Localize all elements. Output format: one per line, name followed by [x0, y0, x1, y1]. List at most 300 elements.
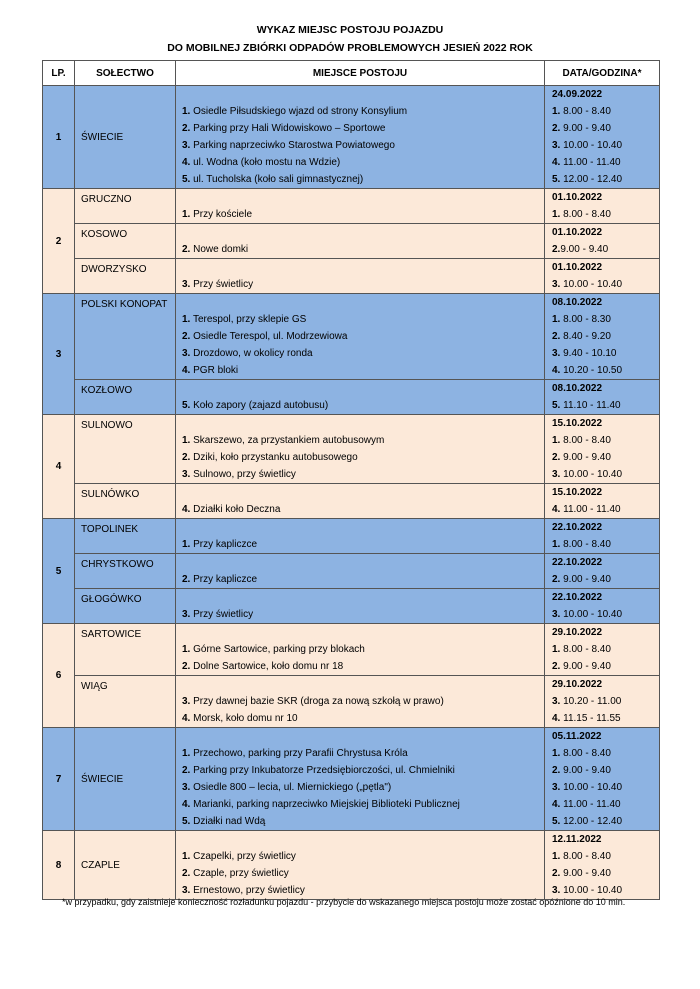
- time-text: 12.00 - 12.40: [560, 816, 623, 827]
- location-text: Dziki, koło przystanku autobusowego: [190, 452, 358, 463]
- location-item: [182, 536, 538, 553]
- location-number: 3.: [182, 140, 191, 151]
- location-number: 2.: [182, 765, 191, 776]
- time-item: [552, 120, 652, 137]
- date-text: 08.10.2022: [552, 297, 603, 308]
- header-data: DATA/GODZINA*: [545, 61, 660, 86]
- time-number: 2.: [552, 331, 561, 342]
- location-number: 3.: [182, 782, 191, 793]
- location-text: Parking przy Inkubatorze Przedsiębiorczości, ul. Chmielniki: [190, 765, 455, 776]
- schedule-table: [42, 60, 660, 900]
- location-number: 1.: [182, 314, 191, 325]
- time-item: [552, 328, 652, 345]
- date-text: 01.10.2022: [552, 262, 603, 273]
- location-number: 1.: [182, 539, 191, 550]
- time-text: 11.00 - 11.40: [560, 799, 621, 810]
- date-text: 05.11.2022: [552, 731, 602, 742]
- time-number: 3.: [552, 609, 561, 620]
- solectwo-name: ŚWIECIE: [81, 131, 124, 143]
- row-number: 5: [43, 519, 75, 624]
- time-text: 9.00 - 9.40: [560, 868, 611, 879]
- spacer-line: [182, 484, 538, 501]
- time-item: [552, 813, 652, 830]
- time-number: 1.: [552, 851, 561, 862]
- location-text: Sulnowo, przy świetlicy: [190, 469, 296, 480]
- locations-cell: [176, 554, 545, 589]
- location-text: Osiedle Piłsudskiego wjazd od strony Konsylium: [190, 106, 408, 117]
- location-text: Działki nad Wdą: [190, 816, 266, 827]
- location-item: [182, 865, 538, 882]
- solectwo-cell: [75, 294, 176, 380]
- location-number: 4.: [182, 799, 191, 810]
- table-row: [43, 728, 660, 831]
- time-text: 9.00 - 9.40: [560, 574, 611, 585]
- location-text: Działki koło Deczna: [190, 504, 281, 515]
- time-text: 9.40 - 10.10: [560, 348, 617, 359]
- date-text: 08.10.2022: [552, 383, 603, 394]
- time-text: 10.20 - 10.50: [560, 365, 623, 376]
- time-item: [552, 137, 652, 154]
- location-item: [182, 362, 538, 379]
- datetime-cell: [545, 415, 660, 484]
- time-text: 12.00 - 12.40: [560, 174, 623, 185]
- solectwo-cell: [75, 380, 176, 415]
- time-item: [552, 501, 652, 518]
- location-item: [182, 641, 538, 658]
- table-row: [43, 676, 660, 728]
- spacer-line: [182, 189, 538, 206]
- table-header-row: [43, 61, 660, 86]
- location-number: 1.: [182, 644, 191, 655]
- datetime-cell: [545, 224, 660, 259]
- location-number: 2.: [182, 574, 191, 585]
- time-item: [552, 241, 652, 258]
- location-text: Parking naprzeciwko Starostwa Powiatowego: [190, 140, 395, 151]
- time-item: [552, 171, 652, 188]
- table-row: [43, 589, 660, 624]
- solectwo-name: CHRYSTKOWO: [81, 559, 154, 570]
- footnote: *w przypadku, gdy zaistnieje konieczność rozładunku pojazdu - przybycie do wskazanego miejsca postoju może zostać opóźnione do 10 min.: [62, 897, 626, 907]
- solectwo-name: CZAPLE: [81, 859, 120, 871]
- time-text: 10.00 - 10.40: [560, 609, 623, 620]
- time-number: 1.: [552, 435, 561, 446]
- time-number: 5.: [552, 174, 561, 185]
- solectwo-cell: [75, 484, 176, 519]
- row-number: 3: [43, 294, 75, 415]
- solectwo-name: KOZŁOWO: [81, 385, 133, 396]
- location-number: 4.: [182, 504, 191, 515]
- location-item: [182, 779, 538, 796]
- location-number: 3.: [182, 279, 191, 290]
- time-number: 2.: [552, 661, 561, 672]
- locations-cell: [176, 259, 545, 294]
- location-item: [182, 328, 538, 345]
- location-number: 1.: [182, 106, 191, 117]
- location-item: [182, 466, 538, 483]
- spacer-line: [182, 380, 538, 397]
- solectwo-cell: [75, 259, 176, 294]
- location-number: 3.: [182, 609, 191, 620]
- time-number: 2.: [552, 868, 561, 879]
- solectwo-cell: [75, 728, 176, 831]
- time-number: 5.: [552, 400, 561, 411]
- location-text: Skarszewo, za przystankiem autobusowym: [190, 435, 385, 446]
- table-row: [43, 519, 660, 554]
- time-item: [552, 710, 652, 727]
- table-body: [43, 86, 660, 900]
- location-item: [182, 745, 538, 762]
- time-text: 8.00 - 8.40: [560, 106, 611, 117]
- location-text: Morsk, koło domu nr 10: [190, 713, 298, 724]
- date-text: 01.10.2022: [552, 227, 603, 238]
- locations-cell: [176, 589, 545, 624]
- location-number: 1.: [182, 851, 191, 862]
- solectwo-name: TOPOLINEK: [81, 524, 139, 535]
- time-number: 3.: [552, 469, 561, 480]
- solectwo-cell: [75, 189, 176, 224]
- location-item: [182, 241, 538, 258]
- location-number: 2.: [182, 123, 191, 134]
- time-number: 1.: [552, 644, 561, 655]
- date-text: 01.10.2022: [552, 192, 603, 203]
- location-text: Dolne Sartowice, koło domu nr 18: [190, 661, 344, 672]
- location-item: [182, 606, 538, 623]
- date-text: 15.10.2022: [552, 487, 603, 498]
- datetime-cell: [545, 831, 660, 900]
- date-text: 24.09.2022: [552, 89, 603, 100]
- time-item: [552, 693, 652, 710]
- spacer-line: [182, 415, 538, 432]
- time-item: [552, 345, 652, 362]
- solectwo-name: WIĄG: [81, 681, 108, 692]
- location-number: 3.: [182, 696, 191, 707]
- time-number: 1.: [552, 209, 561, 220]
- time-number: 2.: [552, 452, 561, 463]
- location-text: Górne Sartowice, parking przy blokach: [190, 644, 365, 655]
- time-number: 4.: [552, 799, 561, 810]
- locations-cell: [176, 519, 545, 554]
- time-number: 1.: [552, 748, 561, 759]
- table-row: [43, 294, 660, 380]
- location-item: [182, 449, 538, 466]
- solectwo-cell: [75, 519, 176, 554]
- table-row: [43, 415, 660, 484]
- document-title: WYKAZ MIEJSC POSTOJU POJAZDU: [256, 24, 444, 36]
- location-number: 1.: [182, 435, 191, 446]
- location-number: 2.: [182, 244, 191, 255]
- locations-cell: [176, 676, 545, 728]
- table-row: [43, 831, 660, 900]
- location-item: [182, 813, 538, 830]
- location-number: 5.: [182, 174, 191, 185]
- location-item: [182, 501, 538, 518]
- locations-cell: [176, 224, 545, 259]
- time-text: 9.00 - 9.40: [560, 123, 611, 134]
- time-text: 8.00 - 8.40: [560, 209, 611, 220]
- location-text: Przechowo, parking przy Parafii Chrystusa Króla: [190, 748, 408, 759]
- datetime-cell: [545, 189, 660, 224]
- time-item: [552, 606, 652, 623]
- row-number: 7: [43, 728, 75, 831]
- date-text: 12.11.2022: [552, 834, 602, 845]
- time-number: 1.: [552, 314, 561, 325]
- locations-cell: [176, 484, 545, 519]
- location-item: [182, 311, 538, 328]
- solectwo-cell: [75, 415, 176, 484]
- locations-cell: [176, 831, 545, 900]
- location-number: 3.: [182, 469, 191, 480]
- date-text: 29.10.2022: [552, 679, 603, 690]
- table-row: [43, 624, 660, 676]
- location-number: 4.: [182, 713, 191, 724]
- solectwo-cell: [75, 554, 176, 589]
- row-number: 4: [43, 415, 75, 519]
- location-number: 1.: [182, 748, 191, 759]
- location-number: 5.: [182, 400, 191, 411]
- time-text: 8.00 - 8.40: [560, 435, 611, 446]
- location-number: 4.: [182, 157, 191, 168]
- datetime-cell: [545, 624, 660, 676]
- time-number: 3.: [552, 696, 561, 707]
- location-text: ul. Wodna (koło mostu na Wdzie): [190, 157, 341, 168]
- location-text: Parking przy Hali Widowiskowo – Sportowe: [190, 123, 386, 134]
- time-text: 10.00 - 10.40: [560, 885, 623, 896]
- time-text: 9.00 - 9.40: [560, 452, 611, 463]
- time-text: 8.00 - 8.30: [560, 314, 611, 325]
- time-item: [552, 571, 652, 588]
- location-item: [182, 693, 538, 710]
- datetime-cell: [545, 728, 660, 831]
- spacer-line: [182, 624, 538, 641]
- solectwo-cell: [75, 589, 176, 624]
- location-text: Koło zapory (zajazd autobusu): [190, 400, 329, 411]
- time-number: 2.: [552, 574, 561, 585]
- location-number: 2.: [182, 331, 191, 342]
- location-number: 2.: [182, 452, 191, 463]
- time-item: [552, 466, 652, 483]
- time-item: [552, 449, 652, 466]
- solectwo-cell: [75, 624, 176, 676]
- document-subtitle: DO MOBILNEJ ZBIÓRKI ODPADÓW PROBLEMOWYCH JESIEŃ 2022 ROK: [167, 42, 533, 54]
- spacer-line: [182, 728, 538, 745]
- header-lp: LP.: [43, 61, 75, 86]
- location-text: Osiedle 800 – lecia, ul. Miernickiego („pętla"): [190, 782, 392, 793]
- location-item: [182, 171, 538, 188]
- location-text: Przy świetlicy: [190, 609, 254, 620]
- time-item: [552, 397, 652, 414]
- table-row: [43, 484, 660, 519]
- time-item: [552, 103, 652, 120]
- datetime-cell: [545, 259, 660, 294]
- time-item: [552, 745, 652, 762]
- date-text: 15.10.2022: [552, 418, 603, 429]
- location-item: [182, 103, 538, 120]
- location-text: Przy kapliczce: [190, 574, 258, 585]
- date-text: 22.10.2022: [552, 522, 603, 533]
- time-number: 5.: [552, 816, 561, 827]
- time-number: 4.: [552, 365, 561, 376]
- header-miejsce: MIEJSCE POSTOJU: [176, 61, 545, 86]
- solectwo-cell: [75, 831, 176, 900]
- time-item: [552, 362, 652, 379]
- location-item: [182, 571, 538, 588]
- location-text: Przy kapliczce: [190, 539, 258, 550]
- time-item: [552, 206, 652, 223]
- location-text: Osiedle Terespol, ul. Modrzewiowa: [190, 331, 348, 342]
- location-text: Marianki, parking naprzeciwko Miejskiej Biblioteki Publicznej: [190, 799, 460, 810]
- time-text: 11.10 - 11.40: [560, 400, 621, 411]
- locations-cell: [176, 189, 545, 224]
- time-text: 8.00 - 8.40: [560, 748, 611, 759]
- row-number: 2: [43, 189, 75, 294]
- time-text: 9.00 - 9.40: [560, 765, 611, 776]
- location-item: [182, 276, 538, 293]
- time-item: [552, 848, 652, 865]
- header-solectwo: SOŁECTWO: [75, 61, 176, 86]
- time-number: 3.: [552, 140, 561, 151]
- datetime-cell: [545, 554, 660, 589]
- spacer-line: [182, 294, 538, 311]
- datetime-cell: [545, 380, 660, 415]
- datetime-cell: [545, 589, 660, 624]
- datetime-cell: [545, 86, 660, 189]
- time-text: 11.00 - 11.40: [560, 157, 621, 168]
- time-number: 2.: [552, 244, 561, 255]
- row-number: 1: [43, 86, 75, 189]
- location-item: [182, 796, 538, 813]
- location-number: 1.: [182, 209, 191, 220]
- location-text: Przy kościele: [190, 209, 253, 220]
- date-text: 22.10.2022: [552, 557, 603, 568]
- location-text: PGR bloki: [190, 365, 239, 376]
- location-text: Czapelki, przy świetlicy: [190, 851, 296, 862]
- spacer-line: [182, 224, 538, 241]
- location-item: [182, 658, 538, 675]
- table-row: [43, 259, 660, 294]
- location-number: 5.: [182, 816, 191, 827]
- time-item: [552, 432, 652, 449]
- solectwo-name: SARTOWICE: [81, 629, 142, 640]
- spacer-line: [182, 86, 538, 103]
- time-item: [552, 779, 652, 796]
- locations-cell: [176, 624, 545, 676]
- time-text: 10.00 - 10.40: [560, 782, 623, 793]
- solectwo-name: SULNÓWKO: [81, 489, 140, 500]
- time-number: 2.: [552, 123, 561, 134]
- location-text: Przy dawnej bazie SKR (droga za nową szkołą w prawo): [190, 696, 444, 707]
- time-text: 8.00 - 8.40: [560, 644, 611, 655]
- time-text: 9.00 - 9.40: [560, 661, 611, 672]
- location-item: [182, 397, 538, 414]
- solectwo-cell: [75, 676, 176, 728]
- time-number: 1.: [552, 539, 561, 550]
- solectwo-cell: [75, 86, 176, 189]
- spacer-line: [182, 554, 538, 571]
- locations-cell: [176, 86, 545, 189]
- solectwo-name: DWORZYSKO: [81, 264, 147, 275]
- locations-cell: [176, 380, 545, 415]
- location-number: 3.: [182, 348, 191, 359]
- time-item: [552, 796, 652, 813]
- spacer-line: [182, 831, 538, 848]
- time-text: 9.00 - 9.40: [560, 244, 609, 255]
- datetime-cell: [545, 484, 660, 519]
- table-row: [43, 189, 660, 224]
- time-item: [552, 865, 652, 882]
- table-row: [43, 554, 660, 589]
- time-item: [552, 658, 652, 675]
- datetime-cell: [545, 676, 660, 728]
- location-item: [182, 432, 538, 449]
- time-number: 2.: [552, 765, 561, 776]
- location-item: [182, 710, 538, 727]
- time-text: 10.20 - 11.00: [560, 696, 622, 707]
- time-item: [552, 762, 652, 779]
- table-row: [43, 380, 660, 415]
- time-text: 8.00 - 8.40: [560, 851, 611, 862]
- datetime-cell: [545, 294, 660, 380]
- solectwo-name: SULNOWO: [81, 420, 133, 431]
- location-number: 2.: [182, 661, 191, 672]
- location-text: Drozdowo, w okolicy ronda: [190, 348, 313, 359]
- spacer-line: [182, 589, 538, 606]
- location-number: 3.: [182, 885, 191, 896]
- location-text: Nowe domki: [190, 244, 249, 255]
- location-number: 2.: [182, 868, 191, 879]
- time-number: 3.: [552, 885, 561, 896]
- time-number: 3.: [552, 782, 561, 793]
- row-number: 6: [43, 624, 75, 728]
- solectwo-name: GRUCZNO: [81, 194, 132, 205]
- time-number: 1.: [552, 106, 561, 117]
- time-number: 4.: [552, 713, 561, 724]
- time-item: [552, 276, 652, 293]
- time-item: [552, 536, 652, 553]
- time-text: 8.00 - 8.40: [560, 539, 611, 550]
- time-item: [552, 311, 652, 328]
- location-text: Przy świetlicy: [190, 279, 254, 290]
- location-item: [182, 345, 538, 362]
- time-number: 3.: [552, 279, 561, 290]
- table-row: [43, 86, 660, 189]
- locations-cell: [176, 728, 545, 831]
- location-item: [182, 137, 538, 154]
- time-item: [552, 641, 652, 658]
- solectwo-name: KOSOWO: [81, 229, 128, 240]
- location-item: [182, 848, 538, 865]
- solectwo-cell: [75, 224, 176, 259]
- location-text: Czaple, przy świetlicy: [190, 868, 289, 879]
- spacer-line: [182, 676, 538, 693]
- location-text: ul. Tucholska (koło sali gimnastycznej): [190, 174, 364, 185]
- table-row: [43, 224, 660, 259]
- location-item: [182, 762, 538, 779]
- date-text: 29.10.2022: [552, 627, 603, 638]
- time-item: [552, 154, 652, 171]
- time-text: 11.00 - 11.40: [560, 504, 621, 515]
- solectwo-name: POLSKI KONOPAT: [81, 299, 168, 310]
- location-text: Ernestowo, przy świetlicy: [190, 885, 305, 896]
- solectwo-name: GŁOGÓWKO: [81, 594, 142, 605]
- time-number: 4.: [552, 504, 561, 515]
- location-item: [182, 120, 538, 137]
- location-text: Terespol, przy sklepie GS: [190, 314, 307, 325]
- locations-cell: [176, 294, 545, 380]
- datetime-cell: [545, 519, 660, 554]
- time-text: 10.00 - 10.40: [560, 279, 623, 290]
- locations-cell: [176, 415, 545, 484]
- row-number: 8: [43, 831, 75, 900]
